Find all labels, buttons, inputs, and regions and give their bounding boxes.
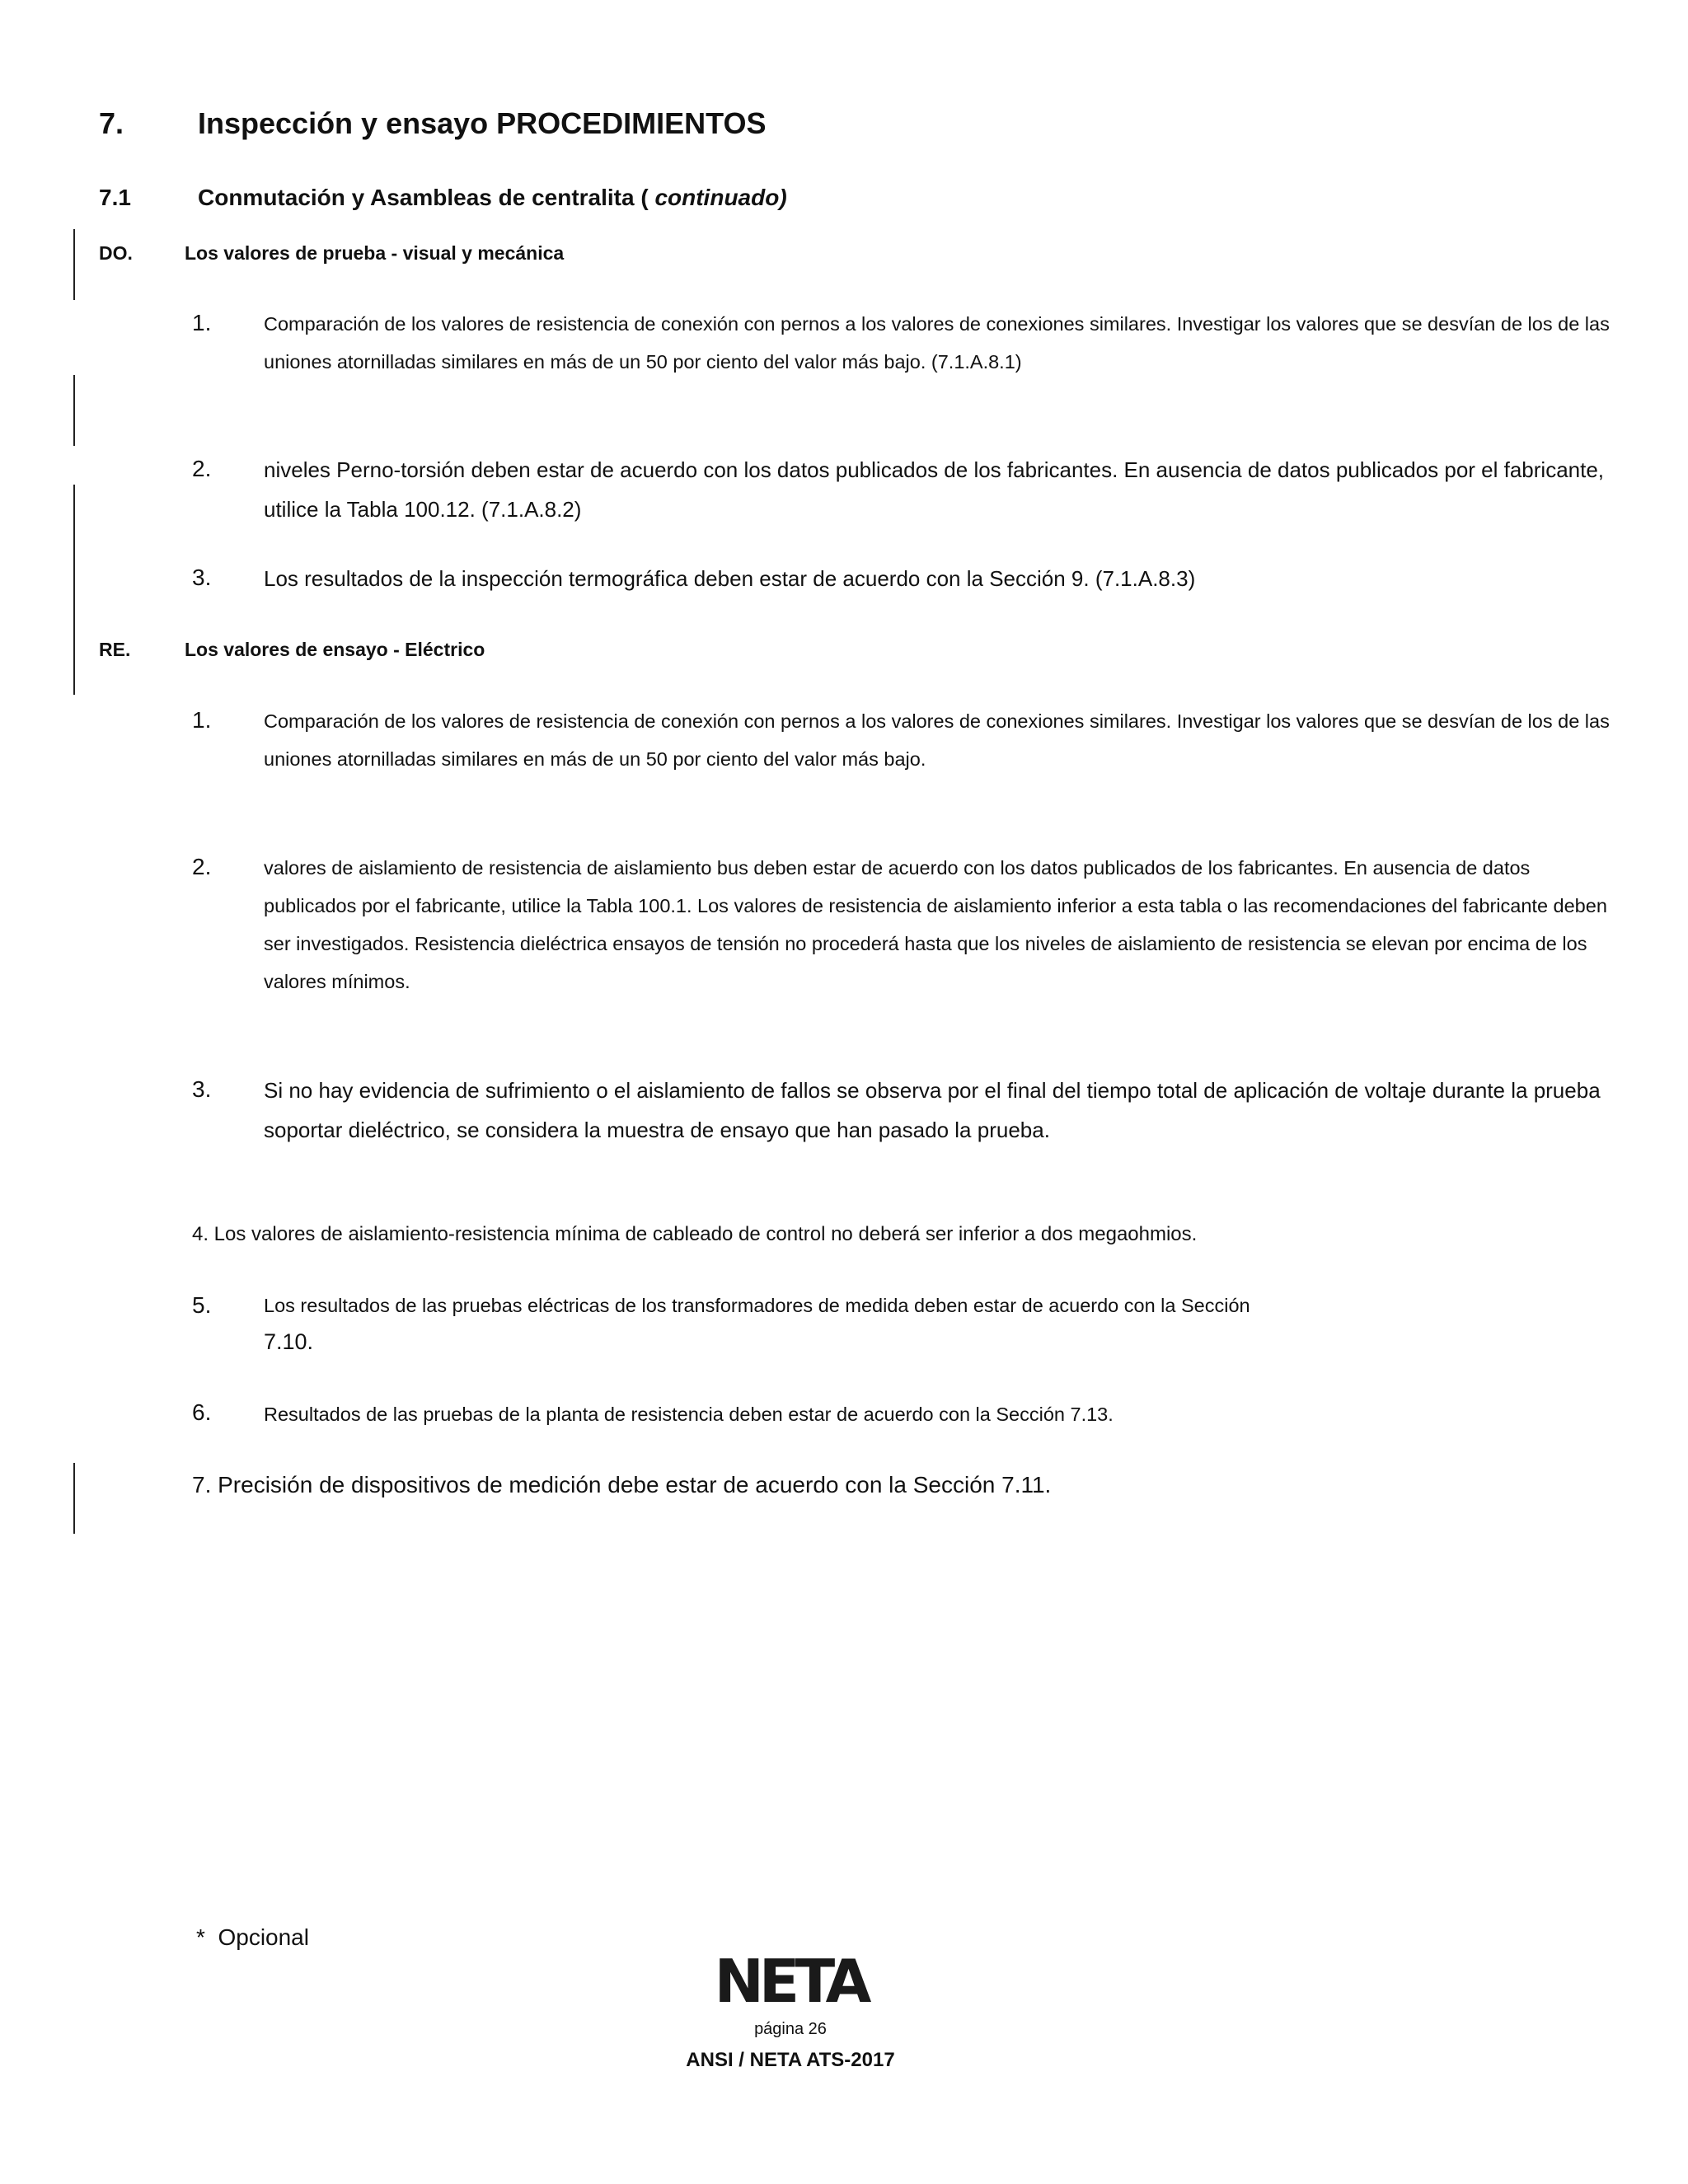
list-item-text: 7. Precisión de dispositivos de medición debe estar de acuerdo con la Sección 7.11.	[192, 1472, 1052, 1497]
list-item-text: Los resultados de la inspección termográfica deben estar de acuerdo con la Sección 9. (7.1.A.8.3)	[264, 566, 1196, 591]
list-item-text: Si no hay evidencia de sufrimiento o el aislamiento de fallos se observa por el final del tiempo total de aplicación de voltaje durante la prueba soportar dieléctrico, se considera la muestra de ensayo que han pasado la prueba.	[264, 1078, 1601, 1142]
part-label-re: RE.	[99, 639, 131, 660]
optional-label: Opcional	[218, 1924, 309, 1950]
revision-bar	[73, 1463, 75, 1534]
part-title-re: Los valores de ensayo - Eléctrico	[185, 639, 485, 660]
list-item-number: 6.	[192, 1399, 212, 1425]
asterisk: *	[196, 1924, 205, 1950]
list-item-text-continued: 7.10.	[264, 1329, 314, 1354]
subsection-number: 7.1	[99, 185, 131, 210]
list-item-number: 1.	[192, 310, 212, 335]
section-number: 7.	[99, 106, 124, 140]
list-item-text: Comparación de los valores de resistencia de conexión con pernos a los valores de conexiones similares. Investigar los valores que se desvían de los de las uniones atornilladas similares en más de un 50 por ciento del valor más bajo. (7.1.A.8.1)	[264, 313, 1610, 373]
page-number: página 26	[754, 2020, 827, 2038]
list-item-number: 2.	[192, 854, 212, 879]
list-item-number: 1.	[192, 707, 212, 733]
part-title-do: Los valores de prueba - visual y mecánica	[185, 242, 565, 264]
list-item-text: Los resultados de las pruebas eléctricas de los transformadores de medida deben estar de acuerdo con la Sección	[264, 1295, 1250, 1316]
revision-bar	[73, 375, 75, 446]
subsection-title-text: Conmutación y Asambleas de centralita (	[198, 185, 649, 210]
list-item-text: 4. Los valores de aislamiento-resistencia mínima de cableado de control no deberá ser inferior a dos megaohmios.	[192, 1223, 1198, 1245]
list-item-number: 2.	[192, 456, 212, 481]
revision-bar	[73, 485, 75, 695]
list-item-number: 3.	[192, 565, 212, 590]
neta-logo	[0, 1947, 1581, 2016]
standard-name: ANSI / NETA ATS-2017	[686, 2049, 895, 2071]
section-title: Inspección y ensayo PROCEDIMIENTOS	[198, 106, 767, 140]
list-item-text: Comparación de los valores de resistencia de conexión con pernos a los valores de conexiones similares. Investigar los valores que se desvían de los de las uniones atornilladas similares en más de un 50 por ciento del valor más bajo.	[264, 710, 1610, 770]
list-item-text: niveles Perno-torsión deben estar de acuerdo con los datos publicados de los fabricantes. En ausencia de datos publicados por el fabricante, utilice la Tabla 100.12. (7.1.A.8.2)	[264, 457, 1605, 522]
list-item-number: 3.	[192, 1076, 212, 1102]
list-item-text: valores de aislamiento de resistencia de aislamiento bus deben estar de acuerdo con los datos publicados de los fabricantes. En ausencia de datos publicados por el fabricante, utilice la Tabla 100.1. Los valores de resistencia de aislamiento inferior a esta tabla o las recomendaciones del fabricante deben ser investigados. Resistencia dieléctrica ensayos de tensión no procederá hasta que los niveles de aislamiento de resistencia se elevan por encima de los valores mínimos.	[264, 857, 1607, 992]
subsection-title-italic: continuado)	[654, 185, 787, 210]
list-item-text: Resultados de las pruebas de la planta de resistencia deben estar de acuerdo con la Sección 7.13.	[264, 1404, 1114, 1425]
subsection-title	[198, 183, 787, 213]
part-label-do: DO.	[99, 242, 133, 264]
neta-logo-text: NETA	[714, 1947, 867, 2016]
optional-note	[196, 1921, 309, 1954]
revision-bar	[73, 229, 75, 300]
list-item-number: 5.	[192, 1292, 212, 1318]
